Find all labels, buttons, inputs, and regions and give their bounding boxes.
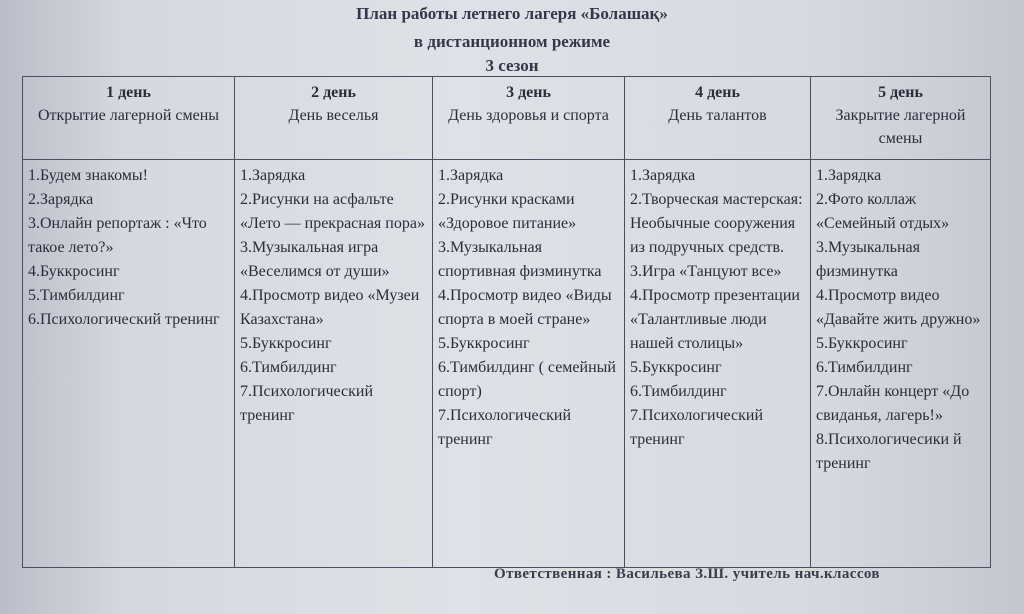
activity-item: 8.Психологичесики й тренинг [816,431,962,472]
day-header [235,77,433,160]
day-header [625,77,811,160]
activity-item: 4.Просмотр презентации «Талантливые люди нашей столицы» [630,287,800,352]
activity-item: 2.Творческая мастерская: Необычные сооружения из подручных средств. [630,191,803,256]
day-activities [235,160,433,568]
activity-item: 5.Буккросинг [630,359,722,376]
day-name: День веселья [288,107,379,124]
activity-item: 6.Тимбилдинг ( семейный спорт) [438,359,616,400]
day-number: 5 день [878,84,923,101]
day-activities [625,160,811,568]
activity-item: 3.Онлайн репортаж : «Что такое лето?» [28,215,207,256]
activity-item: 1.Зарядка [630,167,696,184]
day-name: Открытие лагерной смены [37,107,220,124]
activity-item: 1.Зарядка [816,167,882,184]
activity-item: 4.Просмотр видео «Давайте жить дружно» [816,287,981,328]
activity-item: 1.Зарядка [240,167,306,184]
activity-item: 2.Рисунки на асфальте «Лето — прекрасная пора» [240,191,425,232]
activity-item: 4.Просмотр видео «Музеи Казахстана» [240,287,420,328]
activity-item: 1.Зарядка [438,167,504,184]
activity-item: 7.Психологический тренинг [630,407,764,448]
activity-item: 1.Будем знакомы! [28,167,148,184]
plan-title: План работы летнего лагеря «Болашақ» [356,4,668,23]
table-header-row [23,77,991,160]
day-number: 4 день [695,84,740,101]
responsible-person: Ответственная : Васильева З.Ш. учитель нач.классов [494,566,880,582]
activity-item: 6.Тимбилдинг [240,359,337,376]
day-activities [23,160,235,568]
activity-item: 7.Психологический тренинг [438,407,572,448]
day-header [811,77,991,160]
activity-item: 3.Музыкальная игра «Веселимся от души» [240,239,390,280]
activity-item: 2.Фото коллаж «Семейный отдых» [816,191,950,232]
plan-subtitle: в дистанционном режиме [413,32,611,51]
day-activities [811,160,991,568]
activity-item: 5.Буккросинг [240,335,332,352]
activity-item: 4.Просмотр видео «Виды спорта в моей стране» [438,287,612,328]
activity-item: 3.Музыкальная физминутка [816,239,920,280]
activity-item: 4.Буккросинг [28,263,120,280]
activity-item: 7.Психологический тренинг [240,383,374,424]
activity-item: 7.Онлайн концерт «До свиданья, лагерь!» [816,383,970,424]
activity-item: 2.Рисунки красками «Здоровое питание» [438,191,577,232]
day-name: День талантов [668,107,767,124]
day-header [433,77,625,160]
activity-item: 2.Зарядка [28,191,94,208]
day-number: 2 день [311,84,356,101]
activity-item: 5.Тимбилдинг [28,287,125,304]
day-header [23,77,235,160]
activity-item: 6.Тимбилдинг [630,383,727,400]
day-activities [433,160,625,568]
activity-item: 6.Тимбилдинг [816,359,913,376]
schedule-table [22,76,991,568]
day-number: 1 день [106,84,151,101]
table-row [23,160,991,568]
activity-item: 3.Музыкальная спортивная физминутка [438,239,602,280]
day-name: День здоровья и спорта [448,107,609,124]
activity-item: 5.Буккросинг [438,335,530,352]
activity-item: 6.Психологический тренинг [28,311,220,328]
plan-season: 3 сезон [485,56,539,75]
day-name: Закрытие лагерной смены [835,107,966,147]
day-number: 3 день [506,84,551,101]
activity-item: 3.Игра «Танцуют все» [630,263,782,280]
activity-item: 5.Буккросинг [816,335,908,352]
